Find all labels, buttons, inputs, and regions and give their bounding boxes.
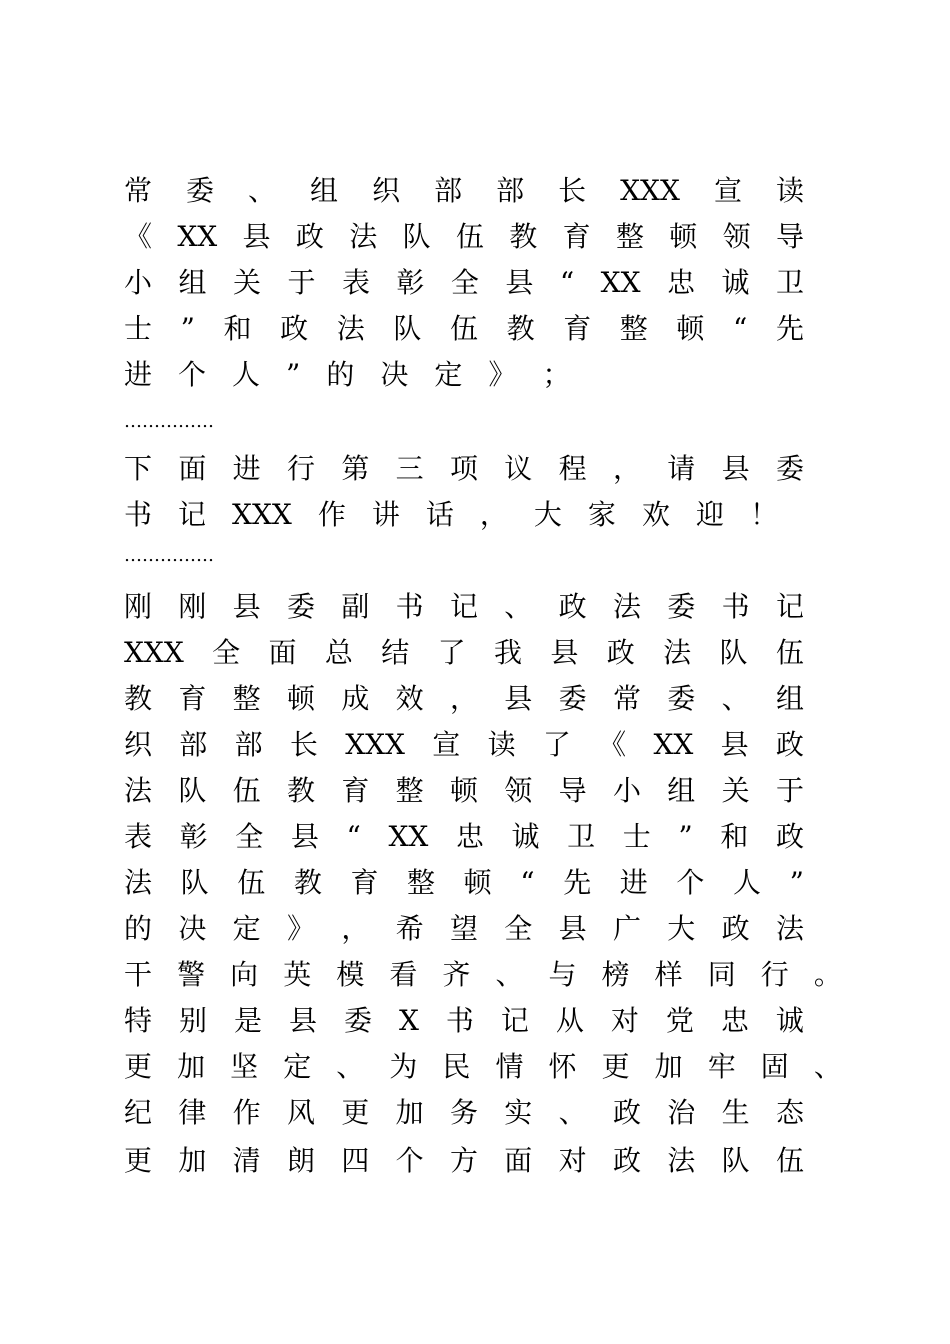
text-token: 、 <box>813 1050 842 1083</box>
text-token: 书 <box>395 590 424 623</box>
text-line <box>124 1044 842 1090</box>
text-token: 大 <box>667 912 696 945</box>
text-token: XXX <box>345 728 405 761</box>
text-line <box>124 352 804 398</box>
text-token: 政 <box>775 728 804 761</box>
text-token: 组 <box>310 174 339 207</box>
text-line <box>124 860 804 906</box>
text-token: 委 <box>667 682 696 715</box>
text-token: 政 <box>775 820 804 853</box>
text-line <box>124 814 804 860</box>
text-token: 织 <box>372 174 401 207</box>
text-token: 怀 <box>548 1050 577 1083</box>
text-token: 先 <box>775 312 804 345</box>
text-token: 整 <box>619 312 648 345</box>
text-token: 忠 <box>455 820 484 853</box>
text-token: 程 <box>558 452 587 485</box>
text-token: 教 <box>286 774 315 807</box>
text-token: 同 <box>707 958 736 991</box>
text-token: 律 <box>178 1096 207 1129</box>
text-token: 伍 <box>775 636 804 669</box>
text-token: 看 <box>389 958 418 991</box>
text-token: 是 <box>234 1004 263 1037</box>
text-token: 加 <box>177 1050 206 1083</box>
text-token: 织 <box>124 728 153 761</box>
text-token: 忠 <box>667 266 696 299</box>
text-token: 结 <box>381 636 410 669</box>
text-token: 》 <box>286 912 315 945</box>
text-token: 更 <box>601 1050 630 1083</box>
text-token: 县 <box>242 220 271 253</box>
text-token: 小 <box>612 774 641 807</box>
text-line <box>124 1138 804 1184</box>
text-token: 生 <box>721 1096 750 1129</box>
text-token: ” <box>678 820 693 853</box>
text-token: 教 <box>506 312 535 345</box>
text-token: 更 <box>341 1096 370 1129</box>
text-token: 顿 <box>286 682 315 715</box>
text-token: 成 <box>341 682 370 715</box>
text-token: 面 <box>504 1144 533 1177</box>
text-token: 伍 <box>455 220 484 253</box>
text-token: 队 <box>721 1144 750 1177</box>
text-token: 个 <box>676 866 705 899</box>
text-token: 作 <box>232 1096 261 1129</box>
text-line <box>124 722 804 768</box>
text-token: XX <box>388 820 429 853</box>
ellipsis-separator: …………… <box>124 411 214 432</box>
text-token: 向 <box>230 958 259 991</box>
text-token: 委 <box>558 682 587 715</box>
text-token: 从 <box>555 1004 584 1037</box>
text-token: 作 <box>317 498 346 531</box>
text-token: 纪 <box>124 1096 153 1129</box>
text-token: 和 <box>223 312 252 345</box>
text-token: 小 <box>124 266 153 299</box>
text-token: 、 <box>721 682 750 715</box>
text-token: 三 <box>395 452 424 485</box>
text-token: 整 <box>407 866 436 899</box>
text-token: ， <box>341 912 370 945</box>
text-token: 的 <box>326 358 355 391</box>
text-token: 彰 <box>396 266 425 299</box>
text-token: XX <box>177 220 218 253</box>
text-token: XXX <box>124 636 184 669</box>
text-token: 卫 <box>567 820 596 853</box>
text-token: 和 <box>720 820 749 853</box>
text-token: 总 <box>324 636 353 669</box>
text-token: 记 <box>449 590 478 623</box>
text-token: 县 <box>720 728 749 761</box>
text-token: 为 <box>389 1050 418 1083</box>
text-token: 育 <box>350 866 379 899</box>
text-token: 情 <box>495 1050 524 1083</box>
text-token: 于 <box>775 774 804 807</box>
text-token: 领 <box>722 220 751 253</box>
text-token: 县 <box>289 1004 318 1037</box>
text-token: 迎 <box>695 498 724 531</box>
text-token: 委 <box>286 590 315 623</box>
text-token: 法 <box>663 636 692 669</box>
text-token: 士 <box>124 312 153 345</box>
text-line <box>124 952 842 998</box>
text-token: 育 <box>341 774 370 807</box>
text-token: 队 <box>719 636 748 669</box>
text-token: 组 <box>775 682 804 715</box>
text-token: 法 <box>775 912 804 945</box>
text-token: “ <box>733 312 748 345</box>
text-line <box>124 168 804 214</box>
text-token: 我 <box>494 636 523 669</box>
text-token: 书 <box>124 498 153 531</box>
text-token: 全 <box>212 636 241 669</box>
text-token: 教 <box>293 866 322 899</box>
text-token: 伍 <box>232 774 261 807</box>
text-token: 清 <box>232 1144 261 1177</box>
text-token: 教 <box>124 682 153 715</box>
text-token: 党 <box>665 1004 694 1037</box>
text-token: 记 <box>178 498 207 531</box>
text-token: XXX <box>620 174 680 207</box>
text-token: 、 <box>495 958 524 991</box>
text-token: 榜 <box>601 958 630 991</box>
text-token: 诚 <box>511 820 540 853</box>
text-token: 议 <box>504 452 533 485</box>
text-token: 话 <box>425 498 454 531</box>
text-token: 宣 <box>713 174 742 207</box>
text-token: 县 <box>558 912 587 945</box>
text-token: 常 <box>612 682 641 715</box>
text-token: 读 <box>487 728 516 761</box>
text-token: 委 <box>344 1004 373 1037</box>
text-token: 》 <box>488 358 517 391</box>
text-token: 行 <box>286 452 315 485</box>
text-token: 关 <box>721 774 750 807</box>
text-token: 记 <box>500 1004 529 1037</box>
text-token: 刚 <box>124 590 153 623</box>
text-token: 全 <box>504 912 533 945</box>
text-token: 导 <box>558 774 587 807</box>
text-token: 决 <box>178 912 207 945</box>
text-token: 县 <box>232 590 261 623</box>
text-line <box>124 906 804 952</box>
text-token: 政 <box>280 312 309 345</box>
text-token: 表 <box>341 266 370 299</box>
text-token: 大 <box>533 498 562 531</box>
text-token: 风 <box>286 1096 315 1129</box>
text-token: 伍 <box>775 1144 804 1177</box>
text-token: 政 <box>558 590 587 623</box>
text-token: 政 <box>612 1144 641 1177</box>
text-token: 刚 <box>178 590 207 623</box>
text-line <box>124 446 804 492</box>
text-token: X <box>399 1004 419 1037</box>
text-token: 固 <box>760 1050 789 1083</box>
text-token: 士 <box>622 820 651 853</box>
text-token: 民 <box>442 1050 471 1083</box>
text-token: 态 <box>775 1096 804 1129</box>
text-token: 全 <box>450 266 479 299</box>
text-token: 政 <box>295 220 324 253</box>
text-token: 讲 <box>371 498 400 531</box>
text-token: 进 <box>124 358 153 391</box>
text-token: 定 <box>232 912 261 945</box>
text-token: 治 <box>667 1096 696 1129</box>
text-token: 部 <box>496 174 525 207</box>
text-token: 牢 <box>707 1050 736 1083</box>
text-token: 表 <box>124 820 153 853</box>
text-token: 四 <box>341 1144 370 1177</box>
text-token: 进 <box>232 452 261 485</box>
text-token: 模 <box>336 958 365 991</box>
text-token: 加 <box>654 1050 683 1083</box>
text-token: 导 <box>775 220 804 253</box>
text-token: “ <box>520 866 535 899</box>
text-token: 样 <box>654 958 683 991</box>
text-token: 部 <box>434 174 463 207</box>
text-token: XX <box>653 728 694 761</box>
text-token: 希 <box>395 912 424 945</box>
text-token: 广 <box>612 912 641 945</box>
text-token: 常 <box>124 174 153 207</box>
text-token: 顿 <box>449 774 478 807</box>
text-token: 县 <box>504 682 533 715</box>
text-token: 警 <box>177 958 206 991</box>
text-token: 记 <box>775 590 804 623</box>
text-token: 育 <box>178 682 207 715</box>
text-token: 了 <box>542 728 571 761</box>
text-token: 队 <box>402 220 431 253</box>
text-token: 政 <box>612 1096 641 1129</box>
text-token: ， <box>479 498 508 531</box>
text-token: 特 <box>124 1004 153 1037</box>
text-token: 整 <box>232 682 261 715</box>
text-token: 决 <box>380 358 409 391</box>
text-token: 伍 <box>449 312 478 345</box>
text-token: 加 <box>395 1096 424 1129</box>
text-token: 对 <box>610 1004 639 1037</box>
text-token: 、 <box>558 1096 587 1129</box>
text-token: 定 <box>283 1050 312 1083</box>
text-token: 组 <box>178 266 207 299</box>
text-token: ， <box>612 452 641 485</box>
text-token: 家 <box>587 498 616 531</box>
text-token: 诚 <box>721 266 750 299</box>
text-token: 。 <box>813 958 842 991</box>
text-token: 面 <box>178 452 207 485</box>
text-token: 《 <box>598 728 627 761</box>
text-token: 《 <box>124 220 153 253</box>
text-token: 请 <box>667 452 696 485</box>
text-token: 县 <box>290 820 319 853</box>
text-token: 人 <box>232 358 261 391</box>
text-token: 部 <box>179 728 208 761</box>
text-token: ！ <box>749 498 778 531</box>
text-line <box>124 768 804 814</box>
text-token: 整 <box>615 220 644 253</box>
text-token: ， <box>449 682 478 715</box>
text-line <box>124 260 804 306</box>
text-token: 部 <box>234 728 263 761</box>
text-token: 第 <box>341 452 370 485</box>
text-token: 县 <box>505 266 534 299</box>
text-token: “ <box>559 266 575 299</box>
text-token: ” <box>286 358 301 391</box>
text-token: 方 <box>449 1144 478 1177</box>
text-token: 队 <box>393 312 422 345</box>
text-token: 英 <box>283 958 312 991</box>
text-token: 朗 <box>286 1144 315 1177</box>
text-token: 实 <box>504 1096 533 1129</box>
text-token: 加 <box>178 1144 207 1177</box>
text-token: 委 <box>775 452 804 485</box>
text-line <box>124 1090 804 1136</box>
text-token: 政 <box>721 912 750 945</box>
text-token: 教 <box>509 220 538 253</box>
text-token: 县 <box>550 636 579 669</box>
text-token: 更 <box>124 1144 153 1177</box>
text-token: 彰 <box>179 820 208 853</box>
text-token: 效 <box>395 682 424 715</box>
text-line <box>124 584 804 630</box>
text-token: 别 <box>179 1004 208 1037</box>
text-line <box>124 630 804 676</box>
text-token: 关 <box>232 266 261 299</box>
text-token: “ <box>346 820 361 853</box>
text-token: 书 <box>721 590 750 623</box>
text-token: 宣 <box>432 728 461 761</box>
text-token: ； <box>542 358 571 391</box>
text-token: 人 <box>733 866 762 899</box>
text-token: 诚 <box>775 1004 804 1037</box>
text-token: 法 <box>336 312 365 345</box>
text-line <box>124 306 804 352</box>
text-token: 更 <box>124 1050 153 1083</box>
text-token: 顿 <box>669 220 698 253</box>
text-token: 法 <box>349 220 378 253</box>
text-token: ” <box>180 312 195 345</box>
text-token: 书 <box>445 1004 474 1037</box>
text-token: 法 <box>124 774 153 807</box>
text-token: 欢 <box>641 498 670 531</box>
text-token: 队 <box>178 774 207 807</box>
text-token: 定 <box>434 358 463 391</box>
text-token: 先 <box>563 866 592 899</box>
text-token: 了 <box>437 636 466 669</box>
text-token: 政 <box>606 636 635 669</box>
text-token: 坚 <box>230 1050 259 1083</box>
text-token: 项 <box>449 452 478 485</box>
text-token: 个 <box>395 1144 424 1177</box>
text-token: 顿 <box>463 866 492 899</box>
text-token: 县 <box>721 452 750 485</box>
text-token: 委 <box>186 174 215 207</box>
text-token: 育 <box>562 220 591 253</box>
text-token: 读 <box>775 174 804 207</box>
text-token: 、 <box>504 590 533 623</box>
text-token: 行 <box>760 958 789 991</box>
text-token: 领 <box>504 774 533 807</box>
text-line <box>124 998 804 1044</box>
text-token: 务 <box>449 1096 478 1129</box>
text-token: XX <box>600 266 641 299</box>
text-token: 面 <box>268 636 297 669</box>
text-token: 忠 <box>720 1004 749 1037</box>
text-token: 整 <box>395 774 424 807</box>
text-token: 卫 <box>775 266 804 299</box>
text-token: 进 <box>619 866 648 899</box>
text-token: 组 <box>667 774 696 807</box>
text-token: 望 <box>449 912 478 945</box>
text-token: 法 <box>667 1144 696 1177</box>
text-line <box>124 214 804 260</box>
text-token: 、 <box>248 174 277 207</box>
text-token: 顿 <box>676 312 705 345</box>
text-token: 委 <box>667 590 696 623</box>
text-token: 队 <box>180 866 209 899</box>
text-token: 对 <box>558 1144 587 1177</box>
text-token: ” <box>789 866 804 899</box>
text-token: 伍 <box>237 866 266 899</box>
text-token: 长 <box>558 174 587 207</box>
text-token: 齐 <box>442 958 471 991</box>
text-line <box>124 492 804 538</box>
text-token: 与 <box>548 958 577 991</box>
text-token: 、 <box>336 1050 365 1083</box>
text-token: 于 <box>287 266 316 299</box>
text-token: 法 <box>612 590 641 623</box>
text-token: 全 <box>235 820 264 853</box>
text-token: 干 <box>124 958 153 991</box>
text-token: 下 <box>124 452 153 485</box>
text-token: 副 <box>341 590 370 623</box>
text-line <box>124 676 804 722</box>
text-token: 的 <box>124 912 153 945</box>
text-token: 长 <box>289 728 318 761</box>
text-token: 育 <box>563 312 592 345</box>
text-token: 个 <box>178 358 207 391</box>
text-token: XXX <box>232 498 292 531</box>
ellipsis-separator: …………… <box>124 545 214 566</box>
text-token: 法 <box>124 866 153 899</box>
